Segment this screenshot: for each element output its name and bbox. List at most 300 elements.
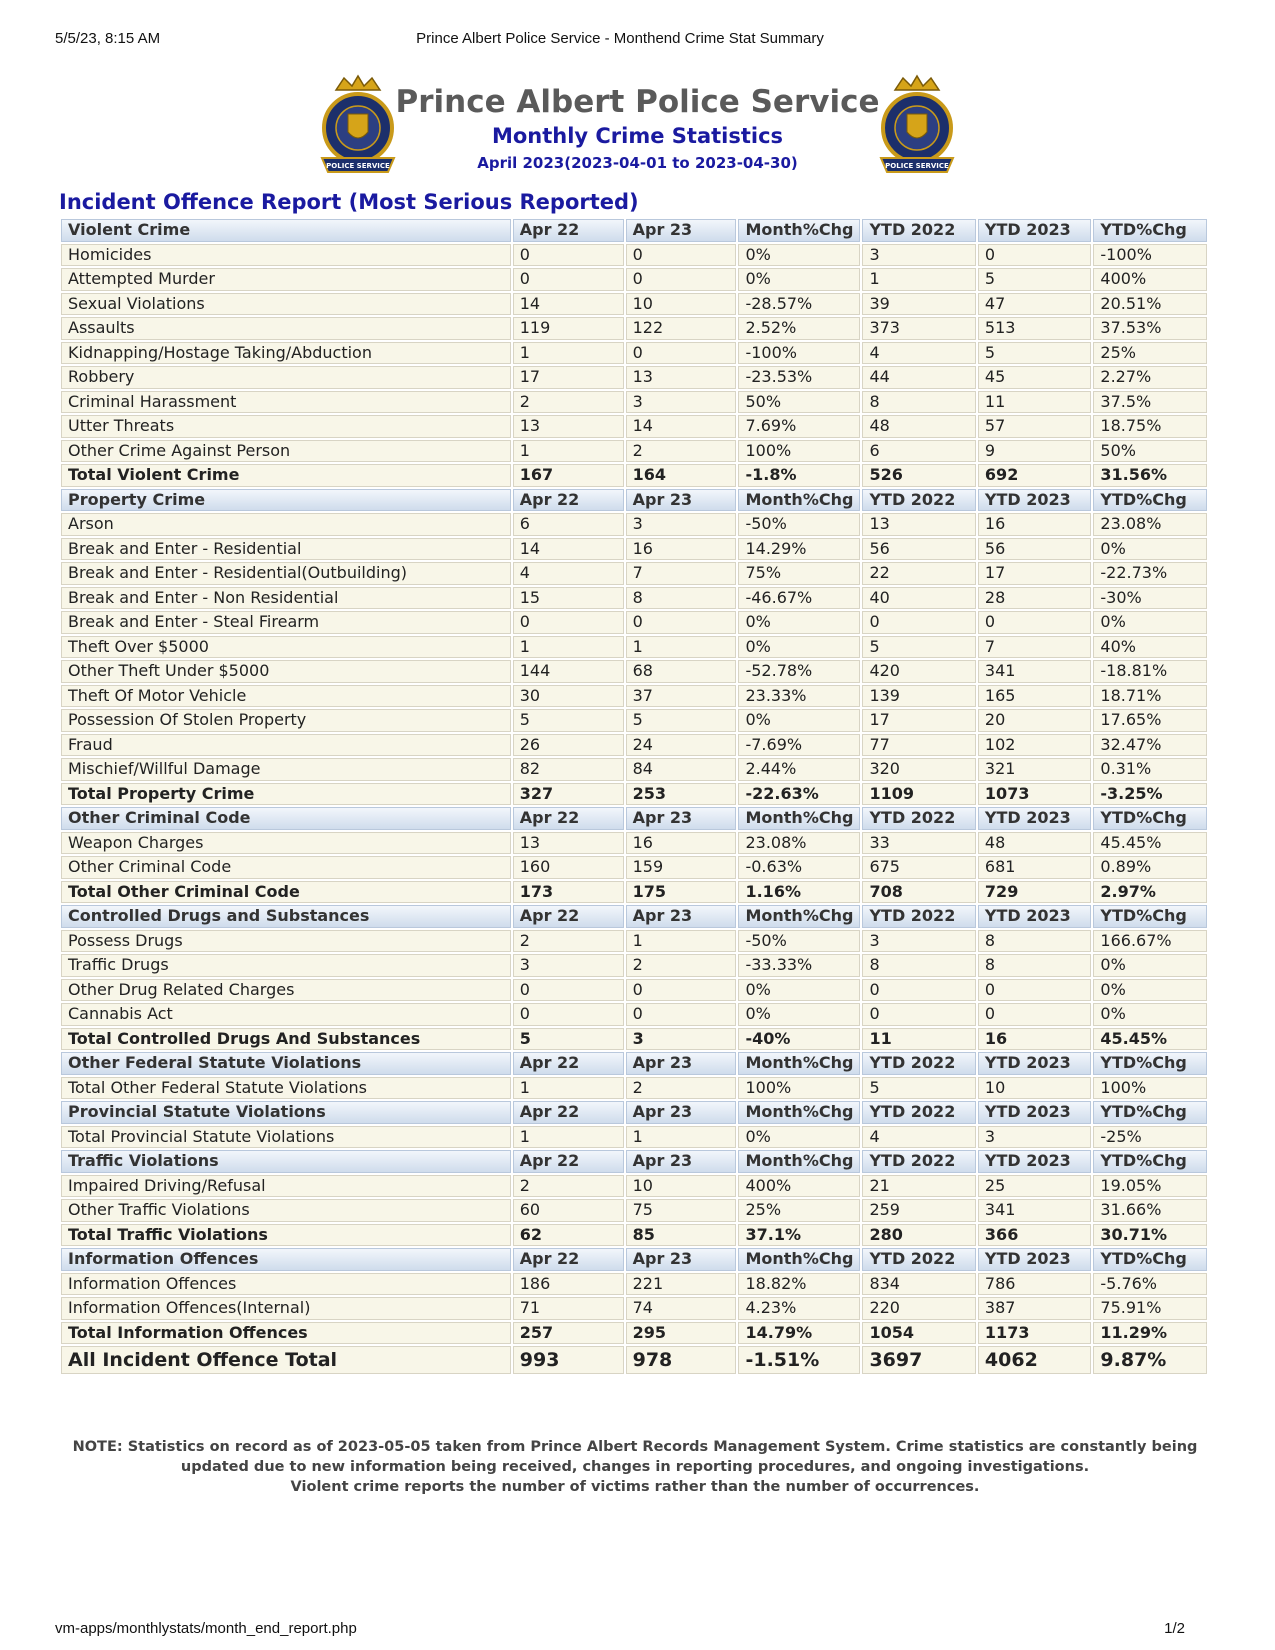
value-cell: 0%	[738, 611, 860, 634]
value-cell: -28.57%	[738, 293, 860, 316]
value-cell: 16	[626, 538, 737, 561]
footnote	[55, 1437, 1215, 1497]
value-cell: 0.31%	[1093, 758, 1207, 781]
value-cell: 1	[626, 636, 737, 659]
row-label-cell: Weapon Charges	[61, 832, 511, 855]
value-cell: 729	[978, 881, 1091, 904]
value-cell: 173	[513, 881, 624, 904]
value-cell: 1054	[862, 1322, 975, 1345]
value-cell: 25	[978, 1175, 1091, 1198]
value-cell: 0	[978, 244, 1091, 267]
value-cell: YTD 2022	[862, 1150, 975, 1173]
value-cell: 0	[513, 268, 624, 291]
value-cell: -50%	[738, 513, 860, 536]
row-label-cell: Information Offences(Internal)	[61, 1297, 511, 1320]
value-cell: 75%	[738, 562, 860, 585]
value-cell: 37.1%	[738, 1224, 860, 1247]
footnote-line: updated due to new information being received, changes in reporting procedures, and ongoing investigations.	[180, 1459, 1090, 1475]
value-cell: -50%	[738, 930, 860, 953]
value-cell: YTD%Chg	[1093, 1150, 1207, 1173]
row-label-cell: Other Traffic Violations	[61, 1199, 511, 1222]
value-cell: 0	[978, 1003, 1091, 1026]
value-cell: 0%	[738, 1003, 860, 1026]
row-label-cell: Other Criminal Code	[61, 807, 511, 830]
value-cell: 166.67%	[1093, 930, 1207, 953]
value-cell: Month%Chg	[738, 1101, 860, 1124]
row-label-cell: Utter Threats	[61, 415, 511, 438]
value-cell: 253	[626, 783, 737, 806]
value-cell: 6	[513, 513, 624, 536]
value-cell: 1	[513, 1077, 624, 1100]
row-label-cell: Total Property Crime	[61, 783, 511, 806]
value-cell: 1	[513, 342, 624, 365]
value-cell: 3	[862, 930, 975, 953]
value-cell: Apr 23	[626, 1150, 737, 1173]
row-label-cell: Mischief/Willful Damage	[61, 758, 511, 781]
table-row	[61, 734, 1207, 757]
value-cell: 0	[513, 979, 624, 1002]
value-cell: 31.56%	[1093, 464, 1207, 487]
section-total-row	[61, 1224, 1207, 1247]
value-cell: 3	[626, 1028, 737, 1051]
value-cell: 0%	[1093, 611, 1207, 634]
value-cell: 8	[862, 954, 975, 977]
value-cell: Apr 22	[513, 219, 624, 242]
section-total-row	[61, 783, 1207, 806]
value-cell: 56	[978, 538, 1091, 561]
value-cell: -25%	[1093, 1126, 1207, 1149]
value-cell: -1.8%	[738, 464, 860, 487]
value-cell: -7.69%	[738, 734, 860, 757]
table-row	[61, 587, 1207, 610]
value-cell: 23.08%	[738, 832, 860, 855]
row-label-cell: Sexual Violations	[61, 293, 511, 316]
value-cell: 387	[978, 1297, 1091, 1320]
value-cell: 20	[978, 709, 1091, 732]
table-row	[61, 611, 1207, 634]
value-cell: 0%	[1093, 1003, 1207, 1026]
table-row	[61, 513, 1207, 536]
value-cell: 82	[513, 758, 624, 781]
section-header-row	[61, 1248, 1207, 1271]
value-cell: 102	[978, 734, 1091, 757]
value-cell: 1173	[978, 1322, 1091, 1345]
value-cell: 164	[626, 464, 737, 487]
report-subtitle: Monthly Crime Statistics	[491, 124, 784, 148]
value-cell: 74	[626, 1297, 737, 1320]
value-cell: 17	[978, 562, 1091, 585]
value-cell: YTD 2022	[862, 905, 975, 928]
value-cell: 3697	[862, 1346, 975, 1374]
table-row	[61, 268, 1207, 291]
value-cell: 9	[978, 440, 1091, 463]
value-cell: 85	[626, 1224, 737, 1247]
value-cell: 420	[862, 660, 975, 683]
value-cell: -46.67%	[738, 587, 860, 610]
value-cell: 4062	[978, 1346, 1091, 1374]
value-cell: 366	[978, 1224, 1091, 1247]
value-cell: 1	[513, 636, 624, 659]
value-cell: YTD 2023	[978, 1101, 1091, 1124]
value-cell: 37	[626, 685, 737, 708]
row-label-cell: Other Theft Under $5000	[61, 660, 511, 683]
value-cell: 16	[978, 1028, 1091, 1051]
section-header-row	[61, 807, 1207, 830]
value-cell: Month%Chg	[738, 489, 860, 512]
value-cell: YTD%Chg	[1093, 489, 1207, 512]
value-cell: 13	[513, 415, 624, 438]
value-cell: 23.33%	[738, 685, 860, 708]
table-row	[61, 1199, 1207, 1222]
value-cell: 0%	[738, 709, 860, 732]
value-cell: 5	[626, 709, 737, 732]
value-cell: 160	[513, 856, 624, 879]
value-cell: Apr 23	[626, 489, 737, 512]
value-cell: 280	[862, 1224, 975, 1247]
value-cell: 1	[862, 268, 975, 291]
row-label-cell: All Incident Offence Total	[61, 1346, 511, 1374]
print-url: vm-apps/monthlystats/month_end_report.php	[55, 1620, 357, 1637]
value-cell: 341	[978, 660, 1091, 683]
value-cell: 30	[513, 685, 624, 708]
value-cell: YTD 2022	[862, 1101, 975, 1124]
row-label-cell: Total Other Federal Statute Violations	[61, 1077, 511, 1100]
value-cell: 321	[978, 758, 1091, 781]
table-row	[61, 1003, 1207, 1026]
value-cell: -5.76%	[1093, 1273, 1207, 1296]
value-cell: 0	[862, 1003, 975, 1026]
value-cell: 993	[513, 1346, 624, 1374]
value-cell: 26	[513, 734, 624, 757]
value-cell: 5	[513, 709, 624, 732]
value-cell: 259	[862, 1199, 975, 1222]
value-cell: 10	[626, 1175, 737, 1198]
value-cell: 159	[626, 856, 737, 879]
value-cell: 28	[978, 587, 1091, 610]
value-cell: 21	[862, 1175, 975, 1198]
section-total-row	[61, 1028, 1207, 1051]
page-number: 1/2	[1164, 1620, 1185, 1637]
value-cell: 40%	[1093, 636, 1207, 659]
value-cell: 0	[626, 1003, 737, 1026]
table-row	[61, 391, 1207, 414]
value-cell: 0%	[1093, 954, 1207, 977]
value-cell: 7.69%	[738, 415, 860, 438]
value-cell: 786	[978, 1273, 1091, 1296]
value-cell: 7	[626, 562, 737, 585]
value-cell: 32.47%	[1093, 734, 1207, 757]
value-cell: 15	[513, 587, 624, 610]
value-cell: Apr 23	[626, 1101, 737, 1124]
value-cell: -100%	[1093, 244, 1207, 267]
value-cell: 165	[978, 685, 1091, 708]
value-cell: -22.73%	[1093, 562, 1207, 585]
row-label-cell: Total Controlled Drugs And Substances	[61, 1028, 511, 1051]
value-cell: 1109	[862, 783, 975, 806]
row-label-cell: Theft Of Motor Vehicle	[61, 685, 511, 708]
value-cell: YTD 2022	[862, 489, 975, 512]
value-cell: 978	[626, 1346, 737, 1374]
value-cell: 2.44%	[738, 758, 860, 781]
value-cell: YTD 2023	[978, 219, 1091, 242]
value-cell: 23.08%	[1093, 513, 1207, 536]
value-cell: 100%	[738, 440, 860, 463]
value-cell: 1	[513, 440, 624, 463]
value-cell: 13	[513, 832, 624, 855]
value-cell: 0%	[1093, 979, 1207, 1002]
value-cell: 122	[626, 317, 737, 340]
value-cell: 708	[862, 881, 975, 904]
section-header-row	[61, 1052, 1207, 1075]
value-cell: YTD 2023	[978, 1052, 1091, 1075]
value-cell: 692	[978, 464, 1091, 487]
value-cell: 24	[626, 734, 737, 757]
value-cell: 9.87%	[1093, 1346, 1207, 1374]
value-cell: -30%	[1093, 587, 1207, 610]
row-label-cell: Other Crime Against Person	[61, 440, 511, 463]
value-cell: 75	[626, 1199, 737, 1222]
value-cell: 681	[978, 856, 1091, 879]
row-label-cell: Information Offences	[61, 1248, 511, 1271]
row-label-cell: Impaired Driving/Refusal	[61, 1175, 511, 1198]
row-label-cell: Theft Over $5000	[61, 636, 511, 659]
value-cell: 1073	[978, 783, 1091, 806]
table-row	[61, 636, 1207, 659]
value-cell: YTD 2023	[978, 489, 1091, 512]
value-cell: 373	[862, 317, 975, 340]
value-cell: Apr 23	[626, 905, 737, 928]
value-cell: 2	[626, 440, 737, 463]
value-cell: 40	[862, 587, 975, 610]
value-cell: Month%Chg	[738, 807, 860, 830]
value-cell: 0	[978, 979, 1091, 1002]
svg-text:POLICE SERVICE: POLICE SERVICE	[885, 162, 949, 170]
value-cell: 3	[862, 244, 975, 267]
value-cell: -1.51%	[738, 1346, 860, 1374]
value-cell: Month%Chg	[738, 1150, 860, 1173]
table-row	[61, 1077, 1207, 1100]
value-cell: 0%	[738, 1126, 860, 1149]
value-cell: 18.75%	[1093, 415, 1207, 438]
value-cell: -0.63%	[738, 856, 860, 879]
value-cell: YTD%Chg	[1093, 1052, 1207, 1075]
value-cell: 0%	[738, 636, 860, 659]
crime-stats-table	[59, 217, 1209, 1376]
row-label-cell: Controlled Drugs and Substances	[61, 905, 511, 928]
value-cell: 6	[862, 440, 975, 463]
value-cell: 50%	[738, 391, 860, 414]
value-cell: 0	[978, 611, 1091, 634]
value-cell: 75.91%	[1093, 1297, 1207, 1320]
value-cell: -22.63%	[738, 783, 860, 806]
value-cell: 2.97%	[1093, 881, 1207, 904]
value-cell: 257	[513, 1322, 624, 1345]
value-cell: 20.51%	[1093, 293, 1207, 316]
value-cell: 2.27%	[1093, 366, 1207, 389]
value-cell: YTD 2022	[862, 1248, 975, 1271]
table-row	[61, 562, 1207, 585]
value-cell: 11	[862, 1028, 975, 1051]
print-date: 5/5/23, 8:15 AM	[55, 30, 161, 47]
table-row	[61, 538, 1207, 561]
row-label-cell: Break and Enter - Residential(Outbuilding)	[61, 562, 511, 585]
value-cell: YTD 2022	[862, 219, 975, 242]
value-cell: 8	[626, 587, 737, 610]
value-cell: 5	[513, 1028, 624, 1051]
value-cell: 31.66%	[1093, 1199, 1207, 1222]
value-cell: 7	[978, 636, 1091, 659]
value-cell: 0	[626, 979, 737, 1002]
value-cell: 100%	[1093, 1077, 1207, 1100]
value-cell: 1.16%	[738, 881, 860, 904]
row-label-cell: Total Traffic Violations	[61, 1224, 511, 1247]
print-footer	[55, 1620, 1185, 1640]
value-cell: 14	[513, 538, 624, 561]
print-header	[55, 30, 1185, 50]
value-cell: 2	[626, 954, 737, 977]
value-cell: 39	[862, 293, 975, 316]
value-cell: 44	[862, 366, 975, 389]
table-row	[61, 660, 1207, 683]
value-cell: 57	[978, 415, 1091, 438]
value-cell: 4.23%	[738, 1297, 860, 1320]
value-cell: 320	[862, 758, 975, 781]
value-cell: 526	[862, 464, 975, 487]
value-cell: -18.81%	[1093, 660, 1207, 683]
value-cell: 3	[978, 1126, 1091, 1149]
value-cell: Month%Chg	[738, 219, 860, 242]
value-cell: 341	[978, 1199, 1091, 1222]
row-label-cell: Other Criminal Code	[61, 856, 511, 879]
value-cell: YTD%Chg	[1093, 219, 1207, 242]
row-label-cell: Information Offences	[61, 1273, 511, 1296]
value-cell: YTD%Chg	[1093, 905, 1207, 928]
value-cell: 60	[513, 1199, 624, 1222]
value-cell: 18.71%	[1093, 685, 1207, 708]
value-cell: Apr 22	[513, 807, 624, 830]
value-cell: 45.45%	[1093, 832, 1207, 855]
section-header-row	[61, 219, 1207, 242]
table-row	[61, 979, 1207, 1002]
row-label-cell: Robbery	[61, 366, 511, 389]
value-cell: -52.78%	[738, 660, 860, 683]
value-cell: 8	[862, 391, 975, 414]
value-cell: 14	[626, 415, 737, 438]
table-row	[61, 1126, 1207, 1149]
value-cell: 0%	[738, 244, 860, 267]
table-row	[61, 1297, 1207, 1320]
value-cell: -40%	[738, 1028, 860, 1051]
table-row	[61, 244, 1207, 267]
value-cell: Apr 23	[626, 1052, 737, 1075]
row-label-cell: Other Federal Statute Violations	[61, 1052, 511, 1075]
row-label-cell: Property Crime	[61, 489, 511, 512]
value-cell: -33.33%	[738, 954, 860, 977]
value-cell: 17	[513, 366, 624, 389]
table-row	[61, 317, 1207, 340]
value-cell: 5	[862, 1077, 975, 1100]
value-cell: 30.71%	[1093, 1224, 1207, 1247]
row-label-cell: Possession Of Stolen Property	[61, 709, 511, 732]
value-cell: 0	[626, 268, 737, 291]
row-label-cell: Assaults	[61, 317, 511, 340]
value-cell: 13	[626, 366, 737, 389]
value-cell: 33	[862, 832, 975, 855]
table-row	[61, 832, 1207, 855]
value-cell: 0%	[738, 979, 860, 1002]
value-cell: 513	[978, 317, 1091, 340]
value-cell: 834	[862, 1273, 975, 1296]
value-cell: 3	[626, 391, 737, 414]
value-cell: Apr 22	[513, 489, 624, 512]
value-cell: 10	[626, 293, 737, 316]
row-label-cell: Other Drug Related Charges	[61, 979, 511, 1002]
report-title: Incident Offence Report (Most Serious Reported)	[59, 190, 639, 214]
footnote-line: NOTE: Statistics on record as of 2023-05-05 taken from Prince Albert Records Management System. Crime statistics are constantly being	[72, 1439, 1198, 1455]
value-cell: YTD 2023	[978, 905, 1091, 928]
value-cell: Month%Chg	[738, 1248, 860, 1271]
report-period: April 2023(2023-04-01 to 2023-04-30)	[477, 154, 798, 172]
value-cell: 62	[513, 1224, 624, 1247]
value-cell: 0.89%	[1093, 856, 1207, 879]
value-cell: 11.29%	[1093, 1322, 1207, 1345]
report-banner	[0, 72, 1275, 182]
value-cell: 4	[862, 342, 975, 365]
value-cell: 295	[626, 1322, 737, 1345]
row-label-cell: Traffic Drugs	[61, 954, 511, 977]
table-row	[61, 440, 1207, 463]
value-cell: 400%	[738, 1175, 860, 1198]
value-cell: Apr 23	[626, 807, 737, 830]
grand-total-row	[61, 1346, 1207, 1374]
section-header-row	[61, 905, 1207, 928]
row-label-cell: Arson	[61, 513, 511, 536]
value-cell: 47	[978, 293, 1091, 316]
value-cell: Apr 22	[513, 905, 624, 928]
value-cell: 220	[862, 1297, 975, 1320]
value-cell: 48	[862, 415, 975, 438]
value-cell: 0	[626, 342, 737, 365]
value-cell: 17	[862, 709, 975, 732]
value-cell: 1	[626, 930, 737, 953]
value-cell: Month%Chg	[738, 1052, 860, 1075]
value-cell: 8	[978, 954, 1091, 977]
value-cell: 56	[862, 538, 975, 561]
value-cell: 5	[978, 342, 1091, 365]
value-cell: 14.79%	[738, 1322, 860, 1345]
value-cell: 22	[862, 562, 975, 585]
row-label-cell: Break and Enter - Non Residential	[61, 587, 511, 610]
value-cell: 37.5%	[1093, 391, 1207, 414]
value-cell: 175	[626, 881, 737, 904]
table-row	[61, 856, 1207, 879]
row-label-cell: Total Information Offences	[61, 1322, 511, 1345]
value-cell: 1	[513, 1126, 624, 1149]
value-cell: 48	[978, 832, 1091, 855]
value-cell: 0%	[738, 268, 860, 291]
value-cell: 167	[513, 464, 624, 487]
print-title: Prince Albert Police Service - Monthend Crime Stat Summary	[416, 30, 824, 47]
row-label-cell: Cannabis Act	[61, 1003, 511, 1026]
value-cell: 14	[513, 293, 624, 316]
value-cell: 68	[626, 660, 737, 683]
value-cell: 8	[978, 930, 1091, 953]
value-cell: 4	[513, 562, 624, 585]
value-cell: 3	[513, 954, 624, 977]
row-label-cell: Provincial Statute Violations	[61, 1101, 511, 1124]
row-label-cell: Break and Enter - Steal Firearm	[61, 611, 511, 634]
value-cell: Apr 22	[513, 1248, 624, 1271]
